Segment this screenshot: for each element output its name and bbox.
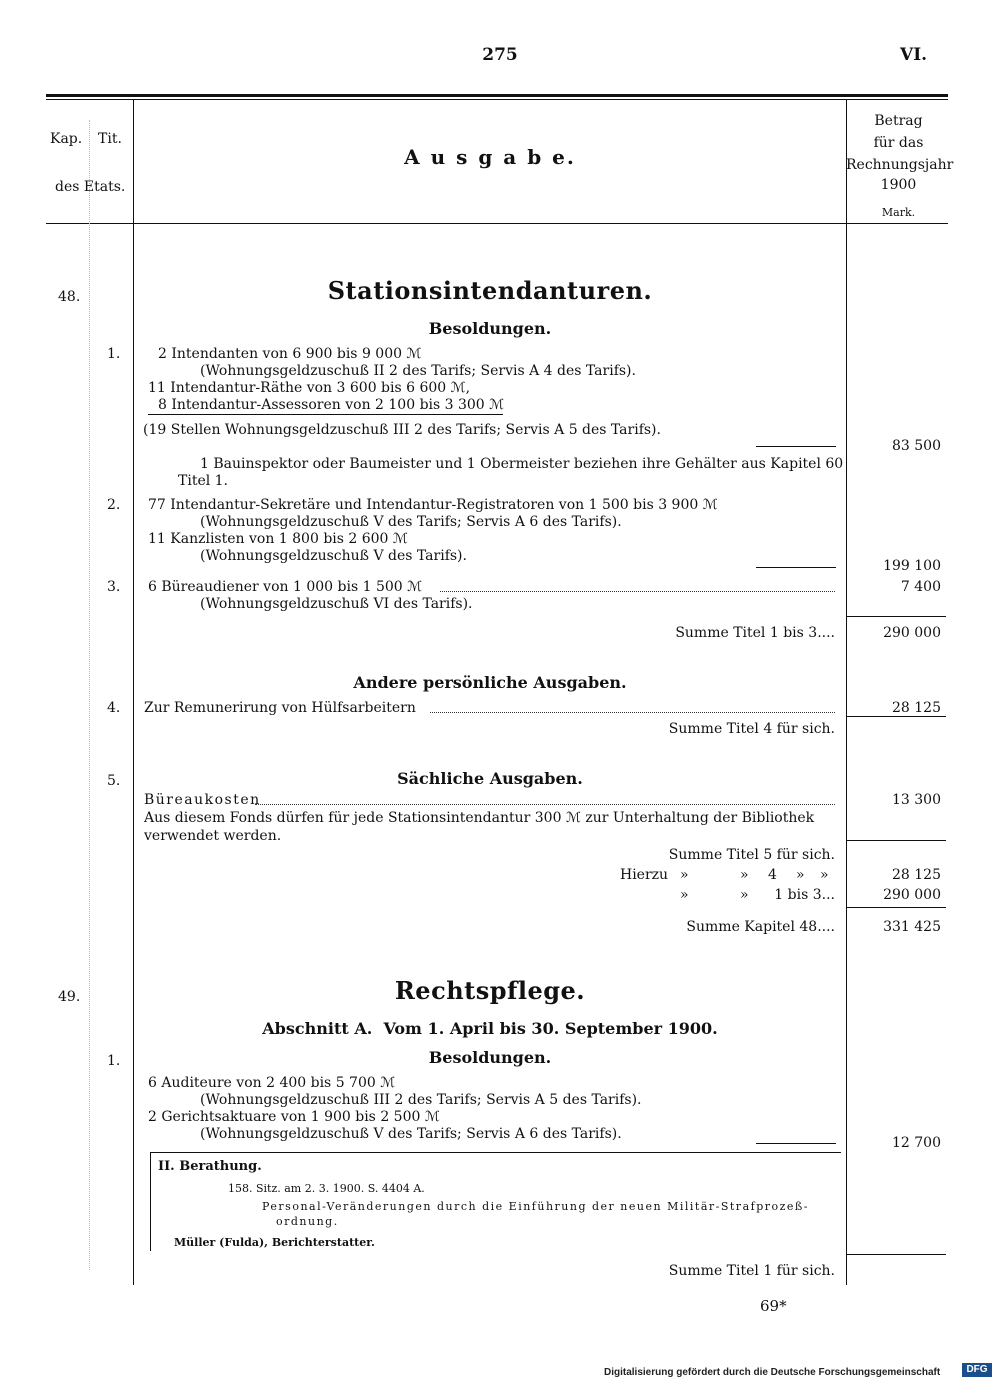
kap48-sum13-label: Summe Titel 1 bis 3.... [675, 625, 835, 641]
kap49-sum1-rule [846, 1254, 946, 1255]
header-rule [46, 223, 948, 224]
kap49-t1-line3: 2 Gerichtsaktuare von 1 900 bis 2 500 ℳ [148, 1109, 440, 1125]
kap48-t2-line2: (Wohnungsgeldzuschuß V des Tarifs; Servis A 6 des Tarifs). [200, 514, 622, 530]
kap49-t1-amount-rule [756, 1143, 836, 1144]
kap48-t5-text: Büreaukosten [144, 792, 261, 808]
kap48-t1-number: 1. [107, 346, 121, 362]
kap48-t3-line2: (Wohnungsgeldzuschuß VI des Tarifs). [200, 596, 473, 612]
kap48-t4-amount: 28 125 [892, 700, 941, 716]
kap48-t1-line4: 8 Intendantur-Assessoren von 2 100 bis 3 300 ℳ [158, 397, 505, 413]
kap48-t3-amount: 7 400 [900, 579, 941, 595]
header-kap: Kap. [50, 131, 83, 147]
page-number: 275 [482, 45, 518, 65]
kap48-t3-leader [440, 591, 835, 592]
kap48-hz1-quote1: » [680, 867, 689, 883]
kap48-t2-amount: 199 100 [883, 558, 941, 574]
kap48-hz1-label: 4 [768, 867, 777, 883]
berathung-berichterstatter: Müller (Fulda), Berichterstatter. [174, 1236, 375, 1249]
kap48-t5-leader [255, 804, 835, 805]
kap48-t1-note1: 1 Bauinspektor oder Baumeister und 1 Obermeister beziehen ihre Gehälter aus Kapitel 60 [200, 456, 844, 472]
header-betrag-3: Rechnungsjahr [846, 157, 954, 173]
kap49-t1-line2: (Wohnungsgeldzuschuß III 2 des Tarifs; Servis A 5 des Tarifs). [200, 1092, 642, 1108]
kap48-t3-line1: 6 Büreaudiener von 1 000 bis 1 500 ℳ [148, 579, 423, 595]
header-betrag-2: für das [873, 135, 924, 151]
kap48-hz2-quote1: » [680, 887, 689, 903]
kap48-t1-amount-rule [756, 446, 836, 447]
kap49-t1-line4: (Wohnungsgeldzuschuß V des Tarifs; Servis A 6 des Tarifs). [200, 1126, 622, 1142]
kap49-besoldungen: Besoldungen. [428, 1048, 552, 1067]
kap48-hz2-label: 1 bis 3... [774, 887, 835, 903]
berathung-text2: ordnung. [276, 1215, 339, 1228]
kap48-t5-note2: verwendet werden. [144, 828, 282, 844]
kap48-t2-amount-rule [756, 567, 836, 568]
berathung-sitzung: 158. Sitz. am 2. 3. 1900. S. 4404 A. [228, 1182, 425, 1195]
kap49-sum1-label: Summe Titel 1 für sich. [668, 1263, 835, 1279]
kap48-sum13-rule [846, 616, 946, 617]
header-betrag-1: Betrag [874, 113, 923, 129]
kap48-t1-sum-rule [148, 414, 503, 415]
col-rule-dotted [89, 120, 90, 1270]
kap48-sum4-label: Summe Titel 4 für sich. [668, 721, 835, 737]
kap48-sum5-label: Summe Titel 5 für sich. [668, 847, 835, 863]
kap48-sumk-rule [846, 907, 946, 908]
kap48-sumk-amount: 331 425 [883, 919, 941, 935]
kap48-sumk-label: Summe Kapitel 48.... [686, 919, 835, 935]
kap48-hierzu: Hierzu [620, 867, 669, 883]
kap48-t4-text: Zur Remunerirung von Hülfsarbeitern [144, 700, 416, 716]
dfg-footer-text: Digitalisierung gefördert durch die Deutsche Forschungsgemeinschaft [604, 1367, 941, 1378]
kap48-t1-line2: (Wohnungsgeldzuschuß II 2 des Tarifs; Servis A 4 des Tarifs). [200, 363, 636, 379]
top-rule-thin [46, 99, 948, 100]
top-rule [46, 94, 948, 97]
kap48-t5-rule [846, 840, 946, 841]
footer-page-number: 69* [760, 1297, 787, 1315]
kap48-t2-line1: 77 Intendantur-Sekretäre und Intendantur-Registratoren von 1 500 bis 3 900 ℳ [148, 497, 718, 513]
section-number: VI. [900, 45, 928, 65]
col-rule-left [133, 100, 134, 1285]
kap48-title: Stationsintendanturen. [327, 276, 653, 305]
kap48-andere: Andere persönliche Ausgaben. [353, 673, 627, 692]
kap49-title: Rechtspflege. [394, 976, 586, 1005]
kap49-number: 49. [58, 989, 81, 1005]
kap48-t2-line4: (Wohnungsgeldzuschuß V des Tarifs). [200, 548, 467, 564]
kap48-t4-rule [846, 716, 946, 717]
kap48-t1-line5: (19 Stellen Wohnungsgeldzuschuß III 2 des Tarifs; Servis A 5 des Tarifs). [143, 422, 661, 438]
kap48-t5-amount: 13 300 [892, 792, 941, 808]
header-mark: Mark. [881, 206, 916, 219]
dfg-logo: DFG [962, 1363, 992, 1377]
kap48-t2-line3: 11 Kanzlisten von 1 800 bis 2 600 ℳ [148, 531, 408, 547]
kap48-sum13-amount: 290 000 [883, 625, 941, 641]
kap48-besoldungen: Besoldungen. [428, 319, 552, 338]
berathung-text1: Personal-Veränderungen durch die Einführung der neuen Militär-Strafprozeß- [262, 1200, 809, 1213]
kap49-t1-amount: 12 700 [892, 1135, 941, 1151]
kap48-t1-line3: 11 Intendantur-Räthe von 3 600 bis 6 600 ℳ, [148, 380, 471, 396]
kap49-abschnitt: Abschnitt A. Vom 1. April bis 30. September 1900. [262, 1019, 718, 1038]
kap48-t5-note1: Aus diesem Fonds dürfen für jede Stationsintendantur 300 ℳ zur Unterhaltung der Bibliothek [144, 810, 815, 826]
kap48-t5-number: 5. [107, 773, 121, 789]
kap48-t1-line1: 2 Intendanten von 6 900 bis 9 000 ℳ [158, 346, 422, 362]
kap48-hz1-amount: 28 125 [892, 867, 941, 883]
kap48-t1-note2: Titel 1. [178, 473, 229, 489]
kap48-t4-leader [430, 712, 835, 713]
berathung-title: II. Berathung. [158, 1159, 262, 1174]
kap48-hz1-quote2: » [740, 867, 749, 883]
kap49-t1-number: 1. [107, 1053, 121, 1069]
kap49-t1-line1: 6 Auditeure von 2 400 bis 5 700 ℳ [148, 1075, 396, 1091]
header-betrag-4: 1900 [880, 177, 917, 193]
kap48-t1-amount: 83 500 [892, 438, 941, 454]
kap48-saechliche: Sächliche Ausgaben. [397, 769, 583, 788]
kap48-t3-number: 3. [107, 579, 121, 595]
header-des-etats: des Etats. [55, 179, 126, 195]
kap48-t4-number: 4. [107, 700, 121, 716]
kap48-hz2-quote2: » [740, 887, 749, 903]
kap48-hz2-amount: 290 000 [883, 887, 941, 903]
kap48-hz1-quote3: » [796, 867, 805, 883]
kap48-t2-number: 2. [107, 497, 121, 513]
kap48-number: 48. [58, 289, 81, 305]
kap48-hz1-quote4: » [820, 867, 829, 883]
header-tit: Tit. [98, 131, 122, 147]
header-title: A u s g a b e. [404, 145, 576, 169]
col-rule-right [846, 100, 847, 1285]
